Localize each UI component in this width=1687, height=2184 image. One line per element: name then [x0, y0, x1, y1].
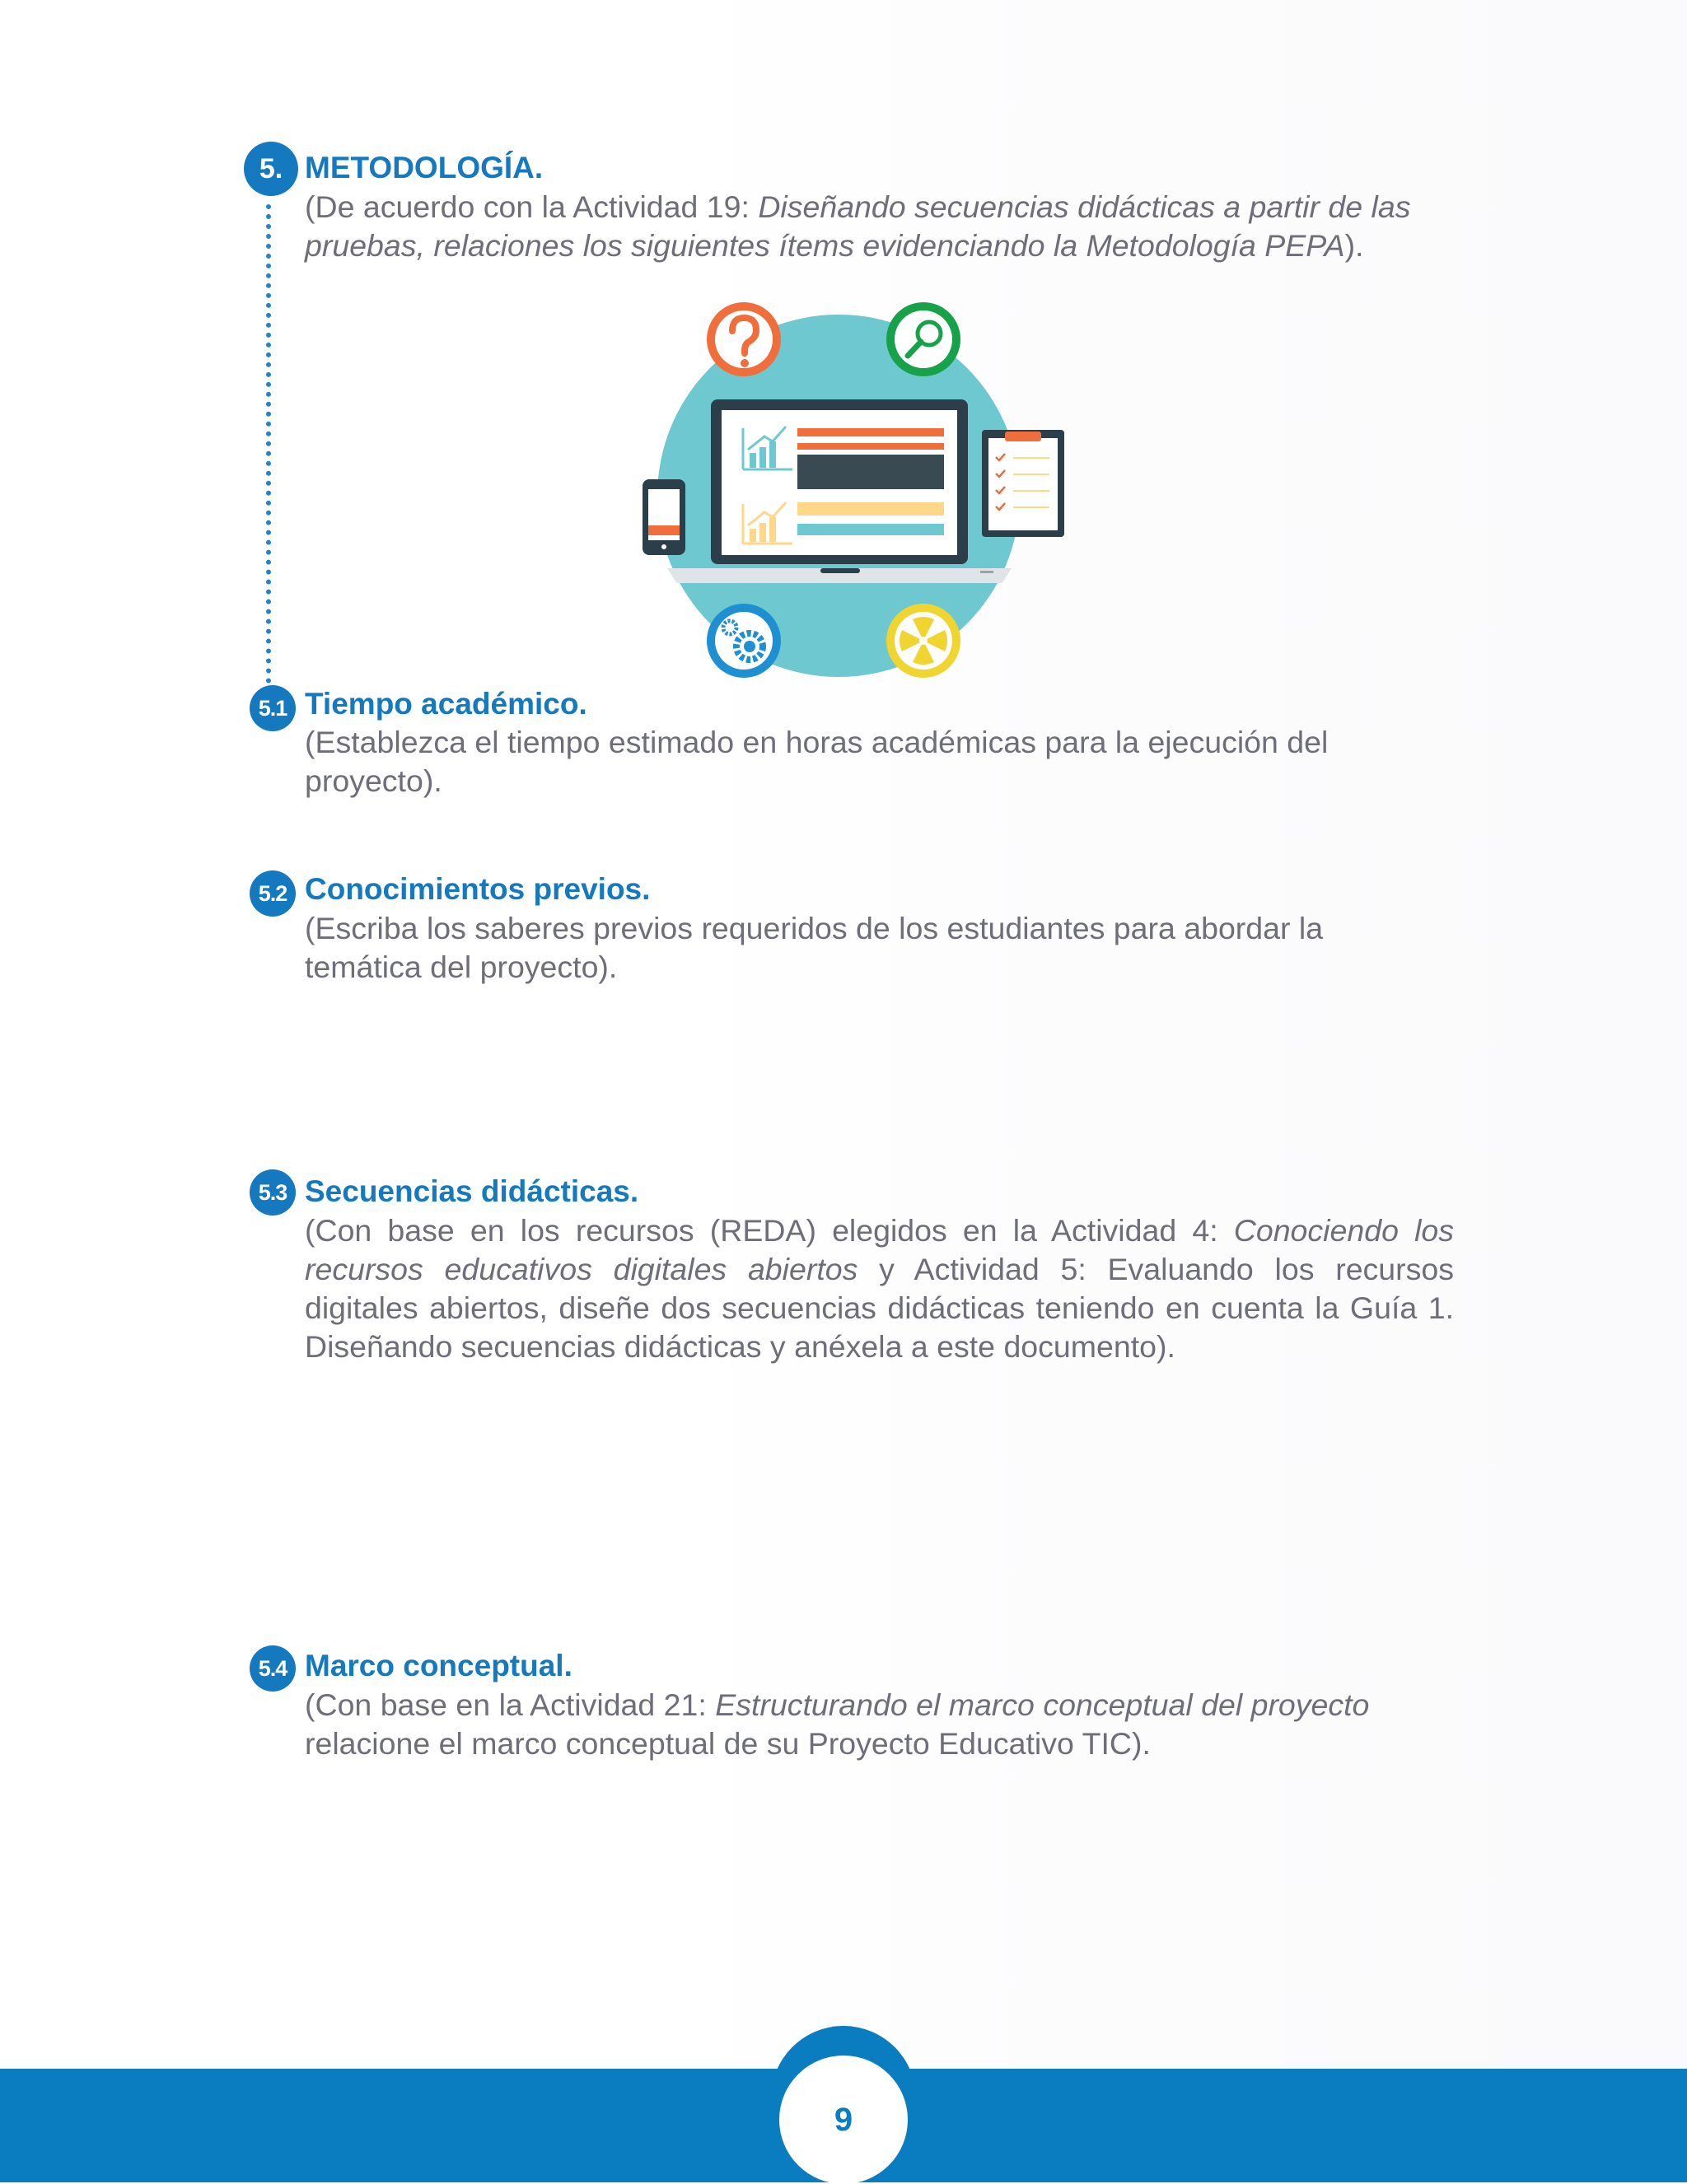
clipboard-icon [982, 430, 1064, 537]
section-intro-prefix: (De acuerdo con la Actividad 19: [305, 189, 759, 224]
subsection-badge-5-2: 5.2 [250, 870, 296, 917]
section-intro [305, 188, 1450, 265]
subsection-text-5-3-part2: y Actividad 5: Evaluando los recursos digitales abiertos, diseñe dos secuencias didácticas teniendo en cuenta la Guía 1. Diseñando secuencias didácticas y anéxela a este documento). [305, 1252, 1454, 1364]
laptop-icon [667, 399, 1012, 583]
subsection-title-5-1: Tiempo académico. [305, 687, 587, 721]
methodology-illustration [633, 296, 1077, 684]
subsection-text-5-4 [305, 1686, 1384, 1763]
subsection-text-5-3-italic: Conociendo los recursos educativos digitales abiertos [305, 1213, 1455, 1286]
subsection-badge-5-1: 5.1 [250, 685, 296, 731]
subsection-text-5-3 [305, 1211, 1454, 1366]
subsection-text-5-4-part2: relacione el marco conceptual de su Proyecto Educativo TIC). [305, 1726, 1151, 1761]
question-icon [707, 302, 781, 376]
subsection-title-5-2: Conocimientos previos. [305, 872, 651, 906]
subsection-text-5-4-part1: (Con base en la Actividad 21: [305, 1687, 716, 1722]
section-intro-italic: Diseñando secuencias didácticas a partir de las pruebas, relaciones los siguientes ítems evidenciando la Metodología PEPA [305, 189, 1411, 263]
section-title: METODOLOGÍA. [305, 151, 544, 184]
section-intro-suffix: ). [1344, 228, 1364, 263]
subsection-text-5-3-part1: (Con base en los recursos (REDA) elegidos en la Actividad 4: [305, 1213, 1234, 1248]
subsection-text-5-4-italic: Estructurando el marco conceptual del proyecto [715, 1687, 1370, 1722]
subsection-text-5-1: (Establezca el tiempo estimado en horas académicas para la ejecución del proyecto). [305, 725, 1329, 798]
page-number: 9 [779, 2056, 908, 2184]
gears-icon [707, 604, 781, 678]
subsection-text-5-2: (Escriba los saberes previos requeridos de los estudiantes para abordar la temática del proyecto). [305, 911, 1324, 984]
subsection-badge-5-3: 5.3 [250, 1169, 296, 1216]
subsection-badge-5-4: 5.4 [250, 1645, 296, 1692]
hands-icon [886, 604, 960, 678]
magnifier-icon [886, 302, 960, 376]
section-number-badge: 5. [244, 142, 298, 196]
subsection-title-5-3: Secuencias didácticas. [305, 1174, 639, 1208]
subsection-title-5-4: Marco conceptual. [305, 1649, 572, 1682]
phone-icon [643, 479, 685, 555]
section-dotted-connector [266, 204, 271, 684]
